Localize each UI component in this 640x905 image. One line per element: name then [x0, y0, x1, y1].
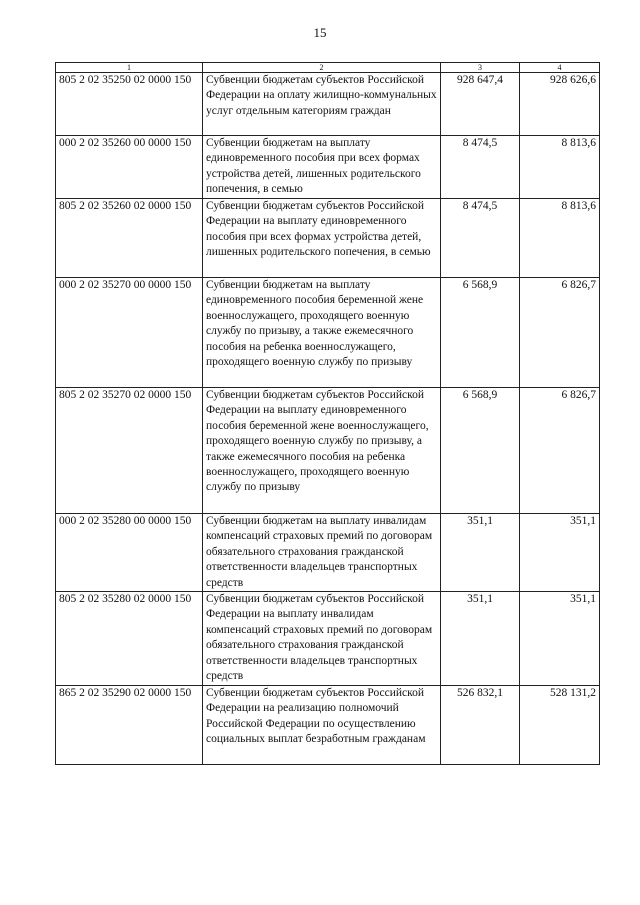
amount-column-4: 6 826,7	[520, 278, 600, 388]
table-row	[56, 388, 600, 514]
income-description: Субвенции бюджетам на выплату единовременного пособия беременной жене военнослужащего, проходящего военную службу по призыву, а также ежемесячного пособия на ребенка военнослужащего, проходящего военную службу по призыву	[203, 278, 441, 388]
budget-code: 865 2 02 35290 02 0000 150	[56, 686, 203, 765]
table-row	[56, 514, 600, 592]
column-number-row	[56, 63, 600, 73]
income-description: Субвенции бюджетам на выплату единовременного пособия при всех формах устройства детей, лишенных родительского попечения, в семью	[203, 136, 441, 199]
budget-code: 805 2 02 35270 02 0000 150	[56, 388, 203, 514]
budget-code: 000 2 02 35280 00 0000 150	[56, 514, 203, 592]
amount-column-4: 6 826,7	[520, 388, 600, 514]
budget-code: 805 2 02 35280 02 0000 150	[56, 592, 203, 686]
budget-code: 805 2 02 35260 02 0000 150	[56, 199, 203, 278]
table-row	[56, 199, 600, 278]
column-number-3: 3	[441, 63, 520, 73]
amount-column-4: 8 813,6	[520, 136, 600, 199]
amount-column-3: 6 568,9	[441, 388, 520, 514]
table-row	[56, 592, 600, 686]
income-description: Субвенции бюджетам субъектов Российской Федерации на выплату единовременного пособия при всех формах устройства детей, лишенных родительского попечения, в семью	[203, 199, 441, 278]
amount-column-3: 8 474,5	[441, 136, 520, 199]
table-row	[56, 686, 600, 765]
table-row	[56, 73, 600, 136]
income-description: Субвенции бюджетам субъектов Российской Федерации на реализацию полномочий Российской Федерации по осуществлению социальных выплат безработным гражданам	[203, 686, 441, 765]
amount-column-3: 8 474,5	[441, 199, 520, 278]
column-number-2: 2	[203, 63, 441, 73]
income-description: Субвенции бюджетам субъектов Российской Федерации на выплату единовременного пособия беременной жене военнослужащего, проходящего военную службу по призыву, а также ежемесячного пособия на ребенка военнослужащего, проходящего военную службу по призыву	[203, 388, 441, 514]
budget-code: 805 2 02 35250 02 0000 150	[56, 73, 203, 136]
table-header	[56, 63, 600, 73]
budget-table	[55, 62, 600, 765]
amount-column-4: 351,1	[520, 514, 600, 592]
amount-column-4: 928 626,6	[520, 73, 600, 136]
table-row	[56, 136, 600, 199]
column-number-4: 4	[520, 63, 600, 73]
budget-code: 000 2 02 35260 00 0000 150	[56, 136, 203, 199]
amount-column-4: 351,1	[520, 592, 600, 686]
amount-column-4: 528 131,2	[520, 686, 600, 765]
budget-code: 000 2 02 35270 00 0000 150	[56, 278, 203, 388]
amount-column-3: 6 568,9	[441, 278, 520, 388]
income-description: Субвенции бюджетам субъектов Российской Федерации на выплату инвалидам компенсаций страховых премий по договорам обязательного страхования гражданской ответственности владельцев транспортных средств	[203, 592, 441, 686]
amount-column-3: 351,1	[441, 514, 520, 592]
income-description: Субвенции бюджетам субъектов Российской Федерации на оплату жилищно-коммунальных услуг отдельным категориям граждан	[203, 73, 441, 136]
income-description: Субвенции бюджетам на выплату инвалидам компенсаций страховых премий по договорам обязательного страхования гражданской ответственности владельцев транспортных средств	[203, 514, 441, 592]
amount-column-3: 928 647,4	[441, 73, 520, 136]
column-number-1: 1	[56, 63, 203, 73]
table-body	[56, 73, 600, 765]
amount-column-4: 8 813,6	[520, 199, 600, 278]
amount-column-3: 526 832,1	[441, 686, 520, 765]
page-number: 15	[313, 25, 327, 40]
amount-column-3: 351,1	[441, 592, 520, 686]
table-row	[56, 278, 600, 388]
